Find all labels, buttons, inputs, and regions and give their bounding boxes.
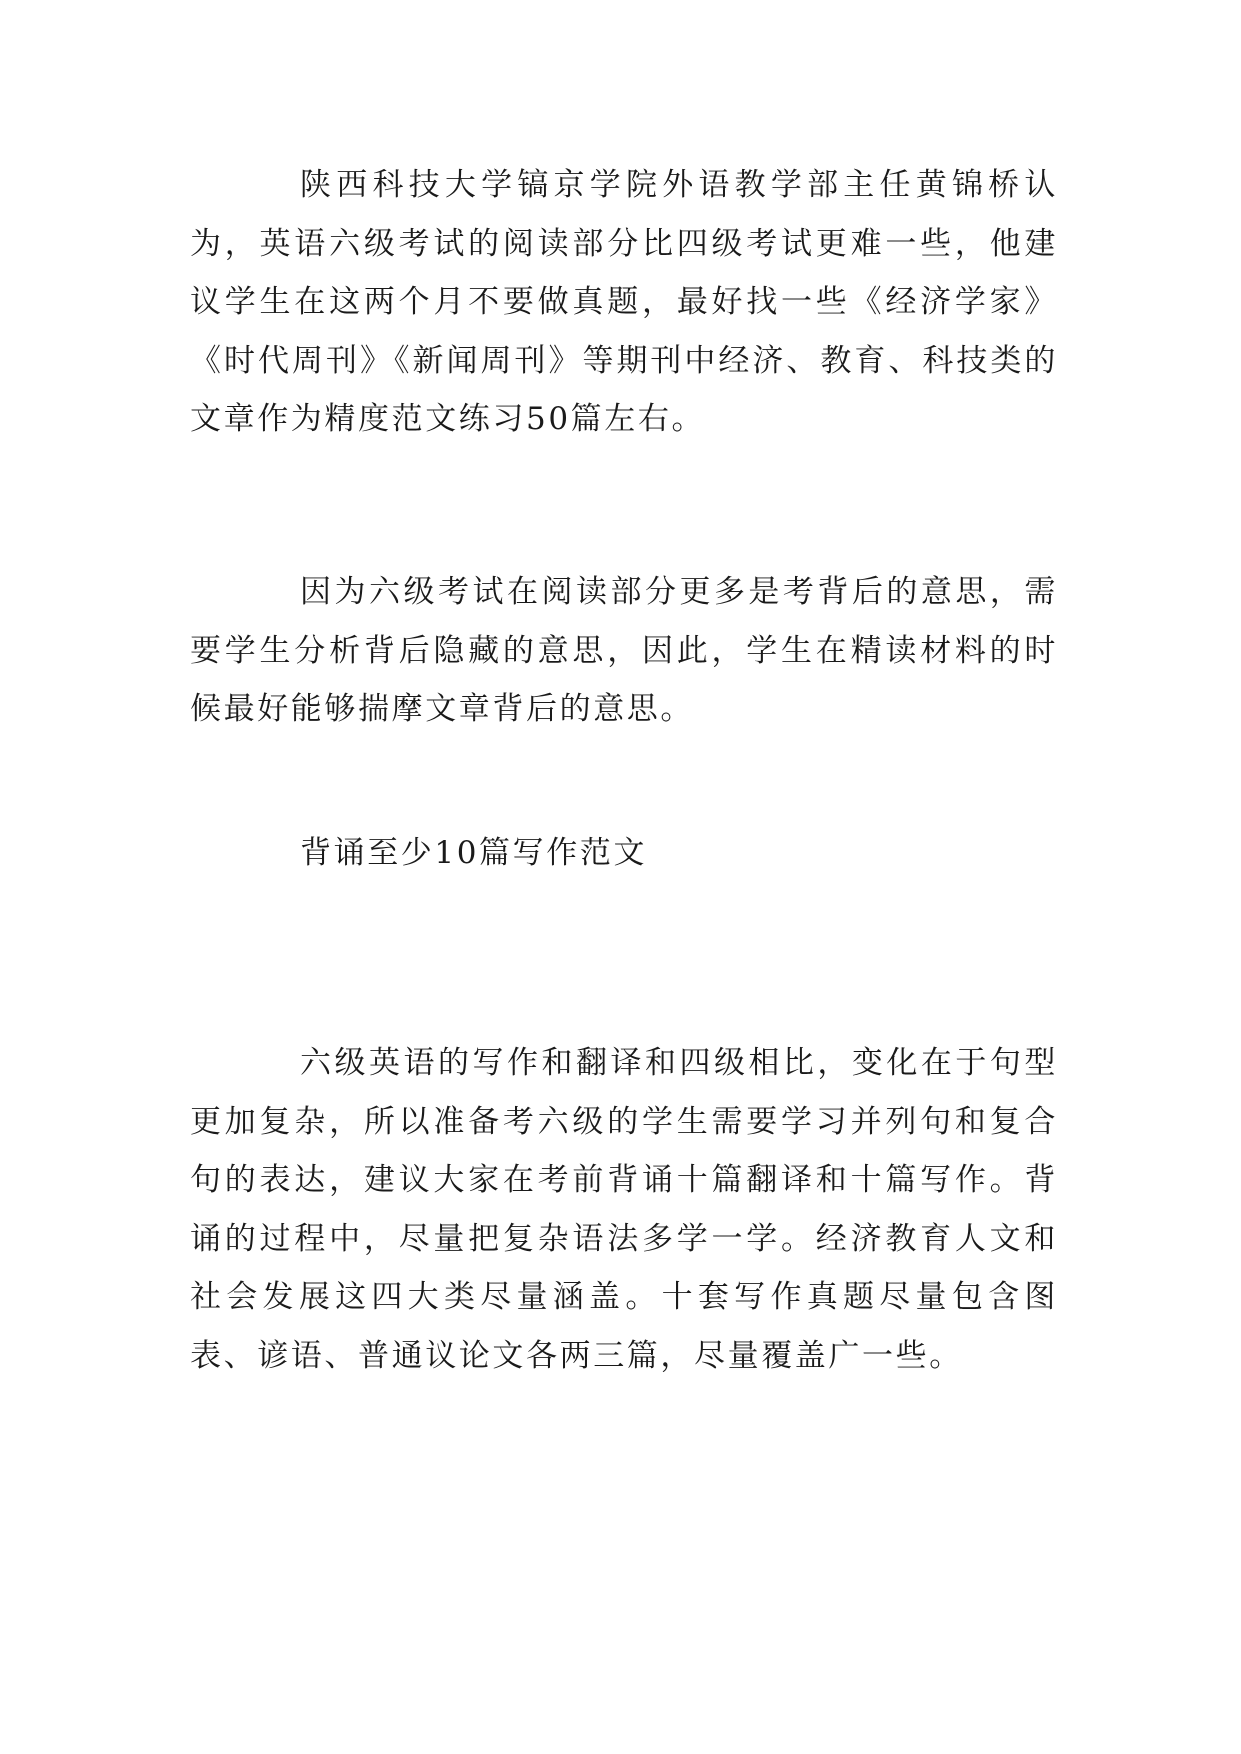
body-paragraph: 因为六级考试在阅读部分更多是考背后的意思，需要学生分析背后隐藏的意思，因此，学生在精读材料的时候最好能够揣摩文章背后的意思。 bbox=[190, 574, 1058, 727]
section-heading: 背诵至少10篇写作范文 bbox=[300, 835, 648, 871]
body-paragraph: 陕西科技大学镐京学院外语教学部主任黄锦桥认为，英语六级考试的阅读部分比四级考试更难一些，他建议学生在这两个月不要做真题，最好找一些《经济学家》《时代周刊》《新闻周刊》等期刊中经济、教育、科技类的文章作为精度范文练习50篇左右。 bbox=[190, 167, 1058, 437]
body-paragraph: 六级英语的写作和翻译和四级相比，变化在于句型更加复杂，所以准备考六级的学生需要学习并列句和复合句的表达，建议大家在考前背诵十篇翻译和十篇写作。背诵的过程中，尽量把复杂语法多学一学。经济教育人文和社会发展这四大类尽量涵盖。十套写作真题尽量包含图表、谚语、普通议论文各两三篇，尽量覆盖广一些。 bbox=[190, 1045, 1058, 1374]
